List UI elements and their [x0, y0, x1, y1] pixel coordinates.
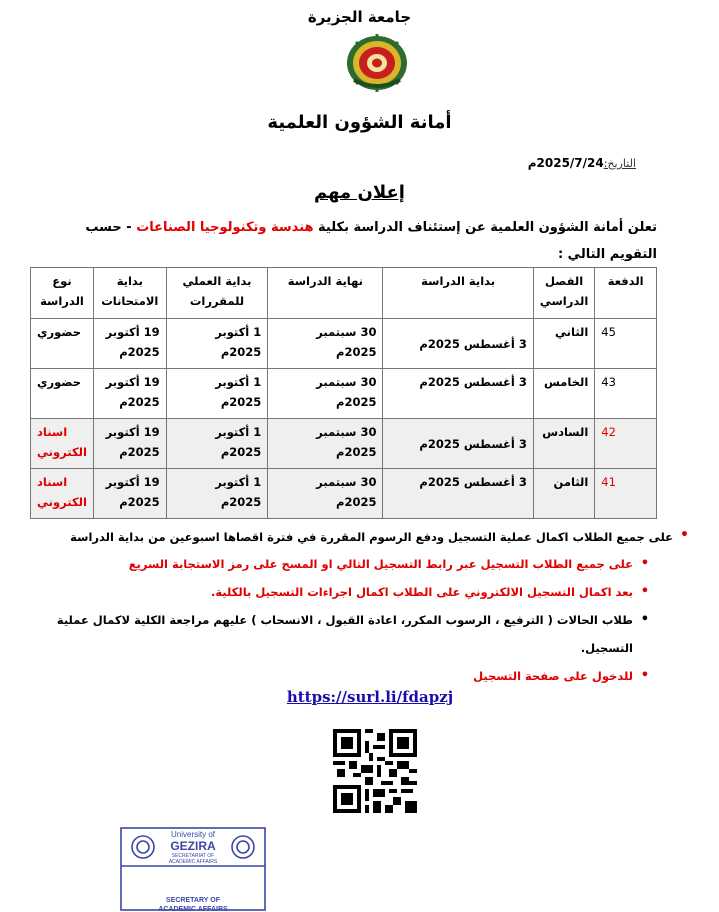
bullet-icon: • [640, 612, 649, 627]
stamp-line-6: ACADEMIC AFFAIRS [158, 906, 228, 912]
exams-year: 2025م [119, 495, 160, 509]
end-cell: 30 سبتمبر 2025م [268, 319, 383, 369]
start-cell: 3 أغسطس 2025م [383, 369, 533, 419]
date-line [528, 156, 636, 170]
practical-cell: 1 أكتوبر 2025م [166, 369, 268, 419]
note-text: بعد اكمال التسجيل الالكتروني على الطلاب اكمال اجراءات التسجيل بالكلية. [210, 585, 633, 599]
practical-cell: 1 أكتوبر 2025م [166, 469, 268, 519]
note-item [11, 578, 651, 606]
stamp-line-2: GEZIRA [170, 839, 216, 853]
start-cell [383, 419, 533, 469]
department-title: أمانة الشؤون العلمية [267, 112, 452, 133]
announcement-title: إعلان مهم [314, 182, 405, 203]
exams-cell [93, 369, 166, 419]
start-value: 3 أغسطس 2025م [419, 437, 527, 451]
practical-cell: 1 أكتوبر 2025م [166, 419, 268, 469]
note-text: للدخول على صفحة التسجيل [473, 669, 633, 683]
note-text: على جميع الطلاب التسجيل عبر رابط التسجيل التالي او المسح على رمز الاستجابة السريع [128, 557, 633, 571]
batch-cell: 41 [595, 469, 657, 519]
table-row [31, 469, 657, 519]
end-cell: 30 سبتمبر 2025م [268, 469, 383, 519]
start-cell: 3 أغسطس 2025م [383, 469, 533, 519]
header-batch: الدفعة [595, 268, 657, 319]
start-value: 3 أغسطس 2025م [419, 337, 527, 351]
exams-cell [93, 419, 166, 469]
header-semester: الفصل الدراسي [533, 268, 594, 319]
university-name: جامعة الجزيرة [307, 8, 412, 26]
header-type: نوع الدراسة [31, 268, 94, 319]
bullet-icon: • [640, 668, 649, 683]
exams-day: 19 أكتوبر [105, 375, 160, 389]
practical-cell: 1 أكتوبر 2025م [166, 319, 268, 369]
intro-text-1: تعلن أمانة الشؤون العلمية عن إستئناف الدراسة بكلية [318, 220, 657, 235]
stamp-line-5: SECRETARY OF [166, 897, 220, 904]
semester-cell: الثاني [533, 319, 594, 369]
note-item [11, 662, 651, 690]
faculty-name: هندسة وتكنولوجيا الصناعات [136, 220, 314, 235]
type-cell: حضوري [31, 369, 94, 419]
date-value: 2025/7/24م [527, 156, 604, 170]
start-cell [383, 319, 533, 369]
note-text: طلاب الحالات ( الترفيع ، الرسوب المكرر، اعادة القبول ، الانسحاب ) عليهم مراجعة الكلية لاكمال عملية التسجيل. [56, 613, 633, 655]
bullet-icon: • [680, 527, 689, 543]
notes-section [11, 528, 691, 690]
semester-cell: الثامن [533, 469, 594, 519]
batch-cell: 42 [595, 419, 657, 469]
batch-cell: 45 [595, 319, 657, 369]
header-exams: بداية الامتحانات [93, 268, 166, 319]
stamp-line-3: SECRETARIAT OF [171, 853, 215, 859]
university-logo [342, 34, 412, 92]
note-item [11, 550, 651, 578]
table-row [31, 319, 657, 369]
exams-year: 2025م [119, 445, 160, 459]
exams-cell [93, 469, 166, 519]
exams-day: 19 أكتوبر [105, 425, 160, 439]
intro-paragraph [57, 214, 657, 268]
semester-cell: الخامس [533, 369, 594, 419]
exams-cell [93, 319, 166, 369]
type-cell: اسناد الكتروني [31, 419, 94, 469]
note-main-text: على جميع الطلاب اكمال عملية التسجيل ودفع الرسوم المقررة في فترة اقصاها اسبوعين من بداية الدراسة [70, 530, 673, 544]
table-header-row [31, 268, 657, 319]
schedule-table [30, 267, 657, 519]
bullet-icon: • [640, 556, 649, 571]
semester-cell: السادس [533, 419, 594, 469]
intro-text-2: - حسب التقويم التالي : [85, 220, 657, 262]
type-cell: حضوري [31, 319, 94, 369]
type-cell: اسناد الكتروني [31, 469, 94, 519]
bullet-icon: • [640, 584, 649, 599]
registration-link[interactable]: https://surl.li/fdapzj [286, 688, 454, 706]
end-cell: 30 سبتمبر 2025م [268, 419, 383, 469]
table-row [31, 369, 657, 419]
exams-day: 19 أكتوبر [105, 325, 160, 339]
table-row [31, 419, 657, 469]
qr-code-icon[interactable] [333, 729, 417, 813]
exams-day: 19 أكتوبر [105, 475, 160, 489]
note-main [11, 528, 691, 546]
date-label: التاريخ: [603, 157, 636, 170]
header-start: بداية الدراسة [383, 268, 533, 319]
exams-year: 2025م [119, 345, 160, 359]
end-cell: 30 سبتمبر 2025م [268, 369, 383, 419]
batch-cell: 43 [595, 369, 657, 419]
header-end: نهاية الدراسة [268, 268, 383, 319]
header-practical: بداية العملي للمقررات [166, 268, 268, 319]
stamp-line-4: ACADEMIC AFFAIRS [168, 859, 218, 865]
official-stamp [118, 826, 268, 912]
note-item [11, 606, 651, 662]
exams-year: 2025م [119, 395, 160, 409]
stamp-line-1: University of [170, 830, 216, 839]
